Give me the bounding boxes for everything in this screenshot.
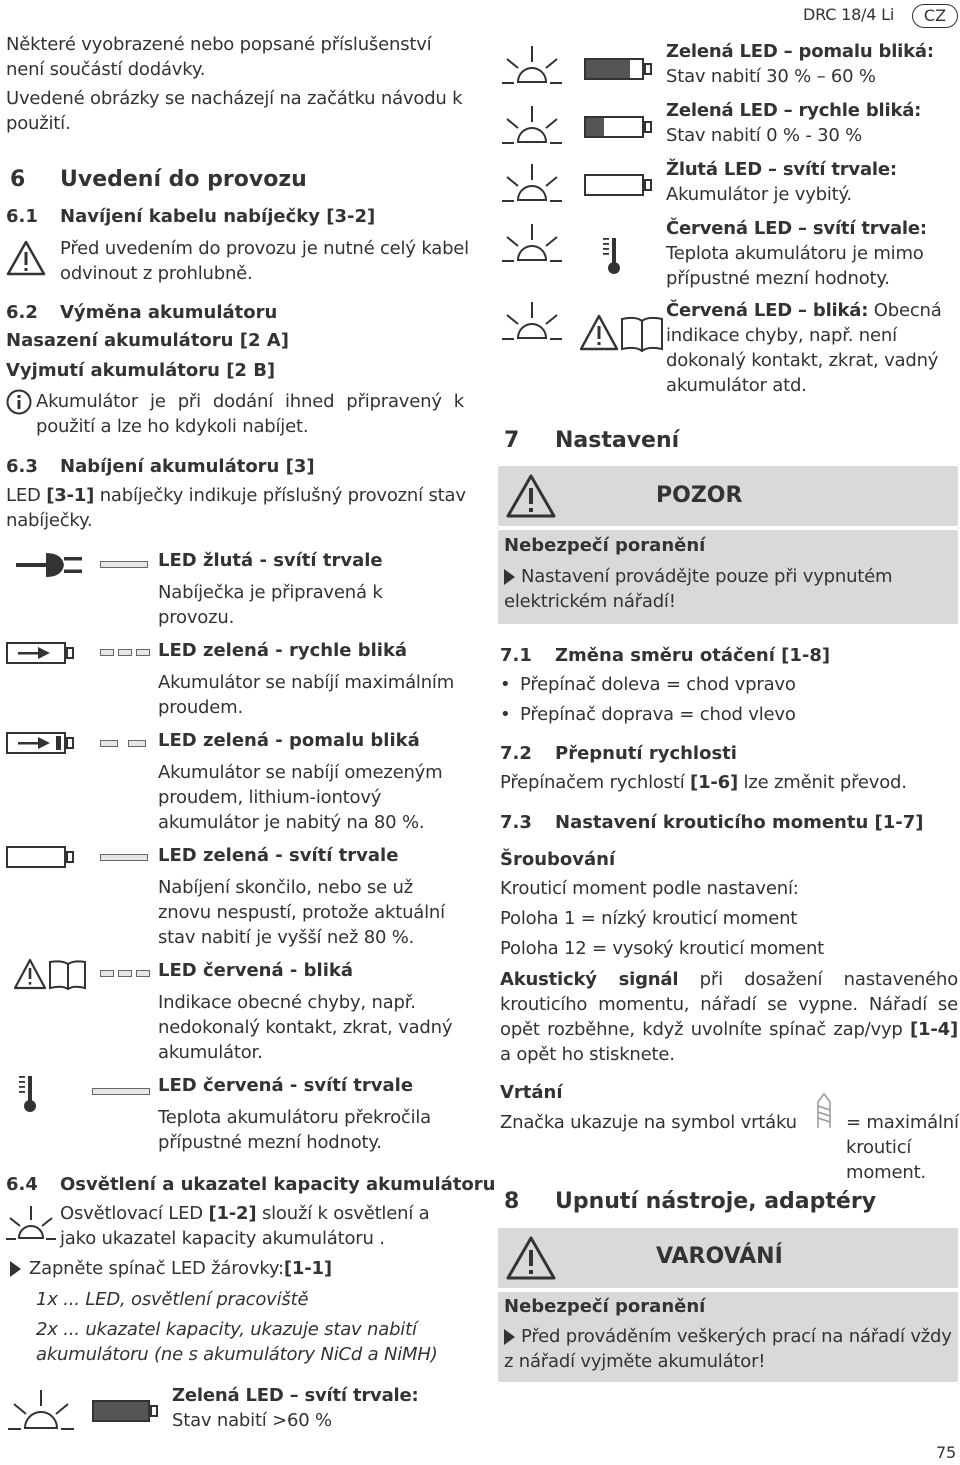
led-yellow-steady <box>100 561 148 568</box>
drilling-text-2: = maximální krouticí moment. <box>846 1112 959 1183</box>
battery-gauge-empty-icon <box>584 172 656 198</box>
torque-text-3: Poloha 12 = vysoký krouticí moment <box>500 938 825 959</box>
led-text-6: Teplota akumulátoru překročila přípustné mezní hodnoty. <box>158 1107 432 1153</box>
led-blink-seg <box>128 740 146 747</box>
header-model: DRC 18/4 Li <box>803 5 895 24</box>
section-6-number: 6 <box>10 167 26 192</box>
acoustic-signal-text: Akustický signál při dosažení nastaveného krouticího momentu, nářadí se vypne. Nářadí se opět rozběhne, když uvolníte spínač zap/vyp [1-4] a opět ho stisknete. <box>500 969 959 1065</box>
battery-full-icon <box>6 844 76 870</box>
caution-danger: Nebezpečí poranění <box>504 535 706 556</box>
section-7-1-title: Změna směru otáčení [1-8] <box>555 645 831 666</box>
drilling-text-1: Značka ukazuje na symbol vrtáku <box>500 1112 797 1133</box>
warning-text: Před prováděním veškerých prací na nářadí vždy z nářadí vyjměte akumulátor! <box>504 1326 952 1372</box>
status-row-5: Červená LED – bliká: Obecná indikace chyby, např. není dokonalý kontakt, zkrat, vadný akumulátor atd. <box>666 300 942 396</box>
language-badge: CZ <box>912 4 958 28</box>
drilling-heading: Vrtání <box>500 1082 563 1103</box>
led-text-3: Akumulátor se nabíjí omezeným proudem, lithium-iontový akumulátor je nabitý na 80 %. <box>158 762 443 833</box>
torque-text-1: Krouticí moment podle nastavení: <box>500 878 799 899</box>
section-6-3-title: Nabíjení akumulátoru [3] <box>60 456 315 477</box>
led-text-2: Akumulátor se nabíjí maximálním proudem. <box>158 672 455 718</box>
led-blink-seg <box>118 970 132 977</box>
warning-danger: Nebezpečí poranění <box>504 1296 706 1317</box>
battery-charging-icon <box>6 640 76 666</box>
step-arrow-icon <box>10 1261 21 1277</box>
section-8-number: 8 <box>504 1189 520 1214</box>
page-number: 75 <box>936 1443 956 1462</box>
light-icon <box>502 44 562 88</box>
full-charge-status: Zelená LED – svítí trvale: Stav nabití >60 % <box>172 1385 419 1431</box>
warning-label: VAROVÁNÍ <box>656 1244 783 1269</box>
led-title-1: LED žlutá - svítí trvale <box>158 550 383 571</box>
insert-battery-heading: Nasazení akumulátoru [2 A] <box>6 330 289 351</box>
led-blink-seg <box>118 649 132 656</box>
led-text-1: Nabíječka je připravená k provozu. <box>158 582 383 628</box>
status-row-4: Červená LED – svítí trvale: Teplota akumulátoru je mimo přípustné mezní hodnoty. <box>666 218 927 289</box>
section-7-2-text: Přepínačem rychlostí [1-6] lze změnit převod. <box>500 772 907 793</box>
section-7-2-title: Přepnutí rychlosti <box>555 743 737 764</box>
plug-icon <box>16 548 86 582</box>
led-text-5: Indikace obecné chyby, např. nedokonalý kontakt, zkrat, vadný akumulátor. <box>158 992 453 1063</box>
info-icon <box>6 389 32 415</box>
led-blink-seg <box>100 649 114 656</box>
section-6-title: Uvedení do provozu <box>60 167 307 192</box>
intro-accessories: Některé vyobrazené nebo popsané příslušenství není součástí dodávky. <box>6 34 432 80</box>
section-6-4-number: 6.4 <box>6 1174 38 1195</box>
intro-images: Uvedené obrázky se nacházejí na začátku návodu k použití. <box>6 88 463 134</box>
bullet-1: • Přepínač doleva = chod vpravo <box>500 674 796 695</box>
led-red-steady <box>92 1088 150 1095</box>
screwing-heading: Šroubování <box>500 849 616 870</box>
section-7-1-number: 7.1 <box>500 645 532 666</box>
step-arrow-icon <box>504 1329 515 1345</box>
led-blink-seg <box>136 970 150 977</box>
warning-manual-icon <box>580 314 664 352</box>
light-icon-large <box>8 1388 74 1434</box>
caution-label: POZOR <box>656 483 743 508</box>
led-title-5: LED červená - bliká <box>158 960 353 981</box>
option-2x: 2x ... ukazatel kapacity, ukazuje stav nabití akumulátoru (ne s akumulátory NiCd a NiMH) <box>36 1319 438 1365</box>
led-green-steady <box>100 854 148 861</box>
warning-manual-icon <box>14 958 86 990</box>
status-row-1: Zelená LED – pomalu bliká: Stav nabití 30 % – 60 % <box>666 41 934 87</box>
status-row-3: Žlutá LED – svítí trvale: Akumulátor je vybitý. <box>666 159 897 205</box>
bullet-2: • Přepínač doprava = chod vlevo <box>500 704 796 725</box>
led-text-4: Nabíjení skončilo, nebo se už znovu nespustí, protože aktuální stav nabití je vyšší než 80 %. <box>158 877 445 948</box>
led-blink-seg <box>136 649 150 656</box>
section-7-2-number: 7.2 <box>500 743 532 764</box>
caution-text: Nastavení provádějte pouze při vypnutém elektrickém nářadí! <box>504 566 893 612</box>
section-6-4-text: Osvětlovací LED [1-2] slouží k osvětlení a jako ukazatel kapacity akumulátoru . <box>60 1203 430 1249</box>
battery-gauge-full-icon <box>92 1398 162 1424</box>
section-6-1-text: Před uvedením do provozu je nutné celý kabel odvinout z prohlubně. <box>60 238 469 284</box>
section-6-2-title: Výměna akumulátoru <box>60 302 278 323</box>
led-title-4: LED zelená - svítí trvale <box>158 845 399 866</box>
torque-text-2: Poloha 1 = nízký krouticí moment <box>500 908 798 929</box>
section-7-3-number: 7.3 <box>500 812 532 833</box>
option-1x: 1x ... LED, osvětlení pracoviště <box>36 1289 309 1310</box>
remove-battery-heading: Vyjmutí akumulátoru [2 B] <box>6 360 276 381</box>
section-6-4-title: Osvětlení a ukazatel kapacity akumulátoru <box>60 1174 496 1195</box>
section-7-number: 7 <box>504 428 520 453</box>
section-6-1-title: Navíjení kabelu nabíječky [3-2] <box>60 206 376 227</box>
section-8-title: Upnutí nástroje, adaptéry <box>555 1189 877 1214</box>
led-title-2: LED zelená - rychle bliká <box>158 640 408 661</box>
led-title-6: LED červená - svítí trvale <box>158 1075 414 1096</box>
step-led-switch: Zapněte spínač LED žárovky:[1-1] <box>10 1256 332 1281</box>
led-blink-seg <box>100 970 114 977</box>
warning-icon <box>6 240 46 276</box>
light-icon <box>6 1204 56 1244</box>
warning-icon <box>506 1236 556 1280</box>
thermometer-icon <box>600 236 630 276</box>
battery-gauge-two-thirds-icon <box>584 56 656 82</box>
battery-charging-slow-icon <box>6 730 76 756</box>
warning-icon <box>506 474 556 518</box>
status-row-2: Zelená LED – rychle bliká: Stav nabití 0 % - 30 % <box>666 100 922 146</box>
step-arrow-icon <box>504 569 515 585</box>
led-title-3: LED zelená - pomalu bliká <box>158 730 420 751</box>
section-6-2-number: 6.2 <box>6 302 38 323</box>
light-icon <box>502 162 562 206</box>
section-6-1-number: 6.1 <box>6 206 38 227</box>
thermometer-icon <box>16 1074 46 1114</box>
light-icon <box>502 222 562 266</box>
section-6-3-text: LED [3-1] nabíječky indikuje příslušný provozní stav nabíječky. <box>6 485 466 531</box>
drill-bit-icon <box>814 1092 834 1130</box>
section-7-title: Nastavení <box>555 428 680 453</box>
info-text: Akumulátor je při dodání ihned připravený k použití a lze ho kdykoli nabíjet. <box>36 391 464 437</box>
light-icon <box>502 104 562 148</box>
light-icon <box>502 300 562 344</box>
section-7-3-title: Nastavení krouticího momentu [1-7] <box>555 812 924 833</box>
section-6-3-number: 6.3 <box>6 456 38 477</box>
battery-gauge-third-icon <box>584 114 656 140</box>
led-blink-seg <box>100 740 118 747</box>
